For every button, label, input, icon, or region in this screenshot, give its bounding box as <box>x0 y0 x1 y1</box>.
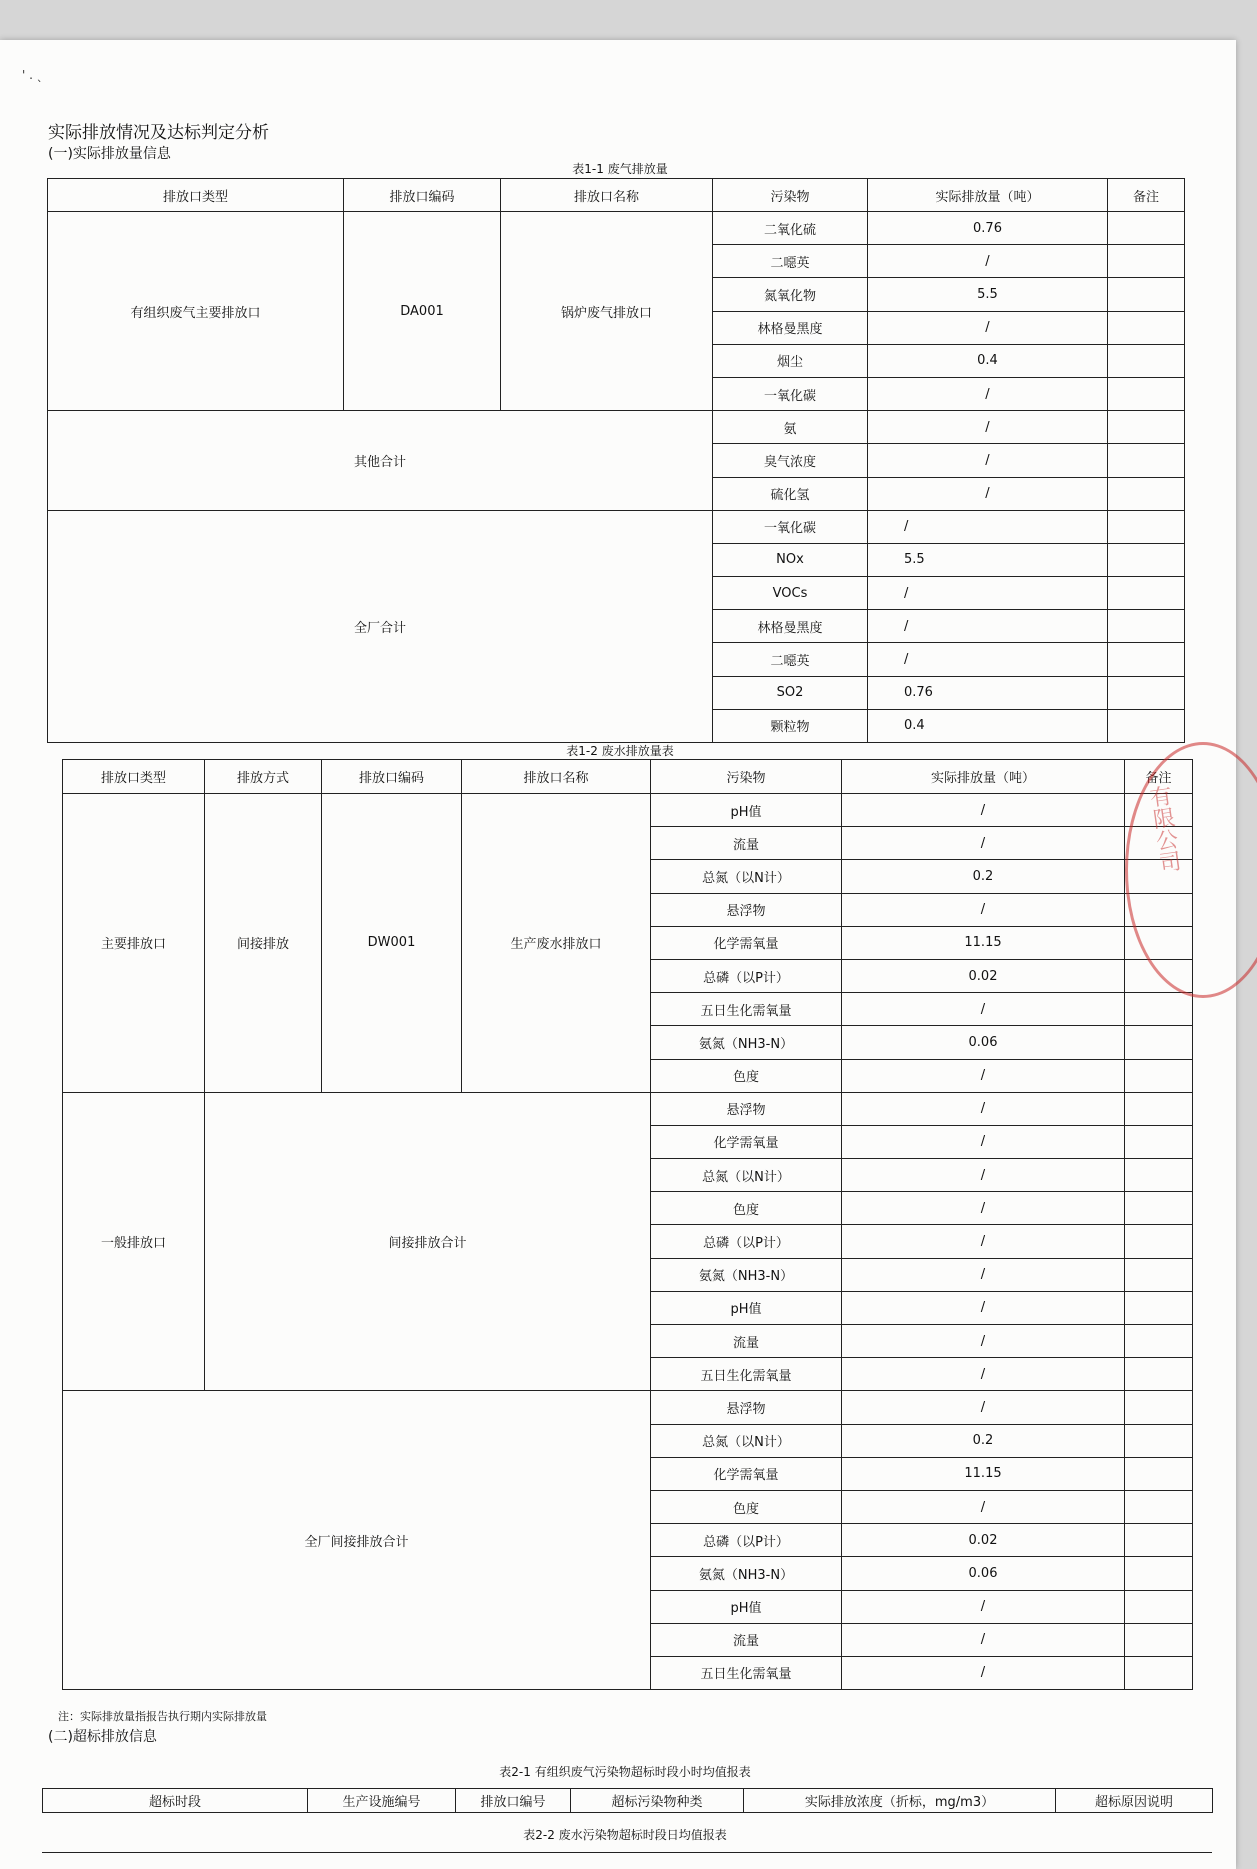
pollutant-cell: 烟尘 <box>713 344 868 377</box>
table2-caption: 表1-2 废水排放量表 <box>566 744 674 758</box>
remark-cell <box>1125 1358 1193 1391</box>
pollutant-cell: 总磷（以P计） <box>651 1524 842 1557</box>
pollutant-cell: 化学需氧量 <box>651 1457 842 1490</box>
gas-exceed-table <box>42 1788 1213 1813</box>
emission-value-cell: / <box>842 1590 1125 1623</box>
column-header: 生产设施编号 <box>308 1789 456 1813</box>
emission-value-cell: / <box>842 1656 1125 1689</box>
emission-value-cell: / <box>842 1391 1125 1424</box>
remark-cell <box>1125 1159 1193 1192</box>
emission-value-cell: 0.06 <box>842 1026 1125 1059</box>
remark-cell <box>1125 993 1193 1026</box>
pollutant-cell: 五日生化需氧量 <box>651 1656 842 1689</box>
pollutant-cell: 化学需氧量 <box>651 926 842 959</box>
emission-value-cell: / <box>842 1092 1125 1125</box>
emission-value-cell: / <box>868 643 1108 676</box>
remark-cell <box>1125 827 1193 860</box>
remark-cell <box>1125 1391 1193 1424</box>
remark-cell <box>1108 709 1185 742</box>
column-header: 排放口编码 <box>344 179 501 212</box>
table3-caption: 表2-1 有组织废气污染物超标时段小时均值报表 <box>499 1765 751 1779</box>
pollutant-cell: 悬浮物 <box>651 1092 842 1125</box>
emission-value-cell: 0.02 <box>842 1524 1125 1557</box>
emission-value-cell: / <box>842 1059 1125 1092</box>
group-label: 生产废水排放口 <box>462 794 651 1093</box>
pollutant-cell: 色度 <box>651 1059 842 1092</box>
pollutant-cell: 一氧化碳 <box>713 510 868 543</box>
emission-value-cell: / <box>842 1490 1125 1523</box>
remark-cell <box>1125 893 1193 926</box>
emission-value-cell: / <box>868 510 1108 543</box>
table4-top-border <box>42 1852 1212 1853</box>
pollutant-cell: 二噁英 <box>713 643 868 676</box>
emission-value-cell: / <box>842 794 1125 827</box>
emission-value-cell: 0.02 <box>842 959 1125 992</box>
emission-value-cell: / <box>868 377 1108 410</box>
pollutant-cell: NOx <box>713 543 868 576</box>
column-header: 超标原因说明 <box>1056 1789 1213 1813</box>
remark-cell <box>1125 959 1193 992</box>
emission-value-cell: / <box>842 993 1125 1026</box>
emission-value-cell: / <box>868 245 1108 278</box>
column-header: 排放口编码 <box>322 760 462 794</box>
table1-caption: 表1-1 废气排放量 <box>572 162 668 176</box>
emission-value-cell: 0.4 <box>868 709 1108 742</box>
pollutant-cell: 流量 <box>651 1325 842 1358</box>
emission-value-cell: / <box>842 893 1125 926</box>
remark-cell <box>1125 1424 1193 1457</box>
remark-cell <box>1125 1623 1193 1656</box>
pollutant-cell: 氮氧化物 <box>713 278 868 311</box>
remark-cell <box>1125 1557 1193 1590</box>
remark-cell <box>1108 411 1185 444</box>
pollutant-cell: 氨 <box>713 411 868 444</box>
emission-value-cell: 5.5 <box>868 278 1108 311</box>
emission-value-cell: / <box>868 444 1108 477</box>
pollutant-cell: 氨氮（NH3-N） <box>651 1258 842 1291</box>
table-row <box>48 510 1185 543</box>
column-header: 超标污染物种类 <box>571 1789 744 1813</box>
pollutant-cell: 总氮（以N计） <box>651 1424 842 1457</box>
column-header: 排放口名称 <box>462 760 651 794</box>
column-header: 污染物 <box>651 760 842 794</box>
remark-cell <box>1125 1059 1193 1092</box>
emission-value-cell: / <box>842 1159 1125 1192</box>
pollutant-cell: pH值 <box>651 1590 842 1623</box>
remark-cell <box>1125 1125 1193 1158</box>
emission-value-cell: / <box>842 1192 1125 1225</box>
remark-cell <box>1125 794 1193 827</box>
emission-value-cell: / <box>842 1325 1125 1358</box>
remark-cell <box>1108 610 1185 643</box>
emission-value-cell: / <box>868 610 1108 643</box>
remark-cell <box>1125 860 1193 893</box>
pollutant-cell: pH值 <box>651 794 842 827</box>
remark-cell <box>1125 926 1193 959</box>
emission-value-cell: / <box>842 1291 1125 1324</box>
group-label: 锅炉废气排放口 <box>501 212 713 411</box>
column-header: 排放口编号 <box>456 1789 571 1813</box>
remark-cell <box>1108 577 1185 610</box>
remark-cell <box>1108 311 1185 344</box>
pollutant-cell: 化学需氧量 <box>651 1125 842 1158</box>
column-header: 排放方式 <box>205 760 322 794</box>
section-heading-2: (二)超标排放信息 <box>48 1729 157 1745</box>
emission-value-cell: 11.15 <box>842 1457 1125 1490</box>
group-label: 其他合计 <box>48 411 713 511</box>
company-seal: 有限公司 <box>1125 742 1257 998</box>
emission-value-cell: / <box>868 577 1108 610</box>
pollutant-cell: 流量 <box>651 1623 842 1656</box>
remark-cell <box>1125 1524 1193 1557</box>
column-header: 备注 <box>1125 760 1193 794</box>
remark-cell <box>1108 344 1185 377</box>
page-title: 实际排放情况及达标判定分析 <box>48 123 269 143</box>
remark-cell <box>1108 543 1185 576</box>
remark-cell <box>1108 510 1185 543</box>
remark-cell <box>1108 245 1185 278</box>
table-header-row <box>63 760 1193 794</box>
remark-cell <box>1108 278 1185 311</box>
pollutant-cell: 氨氮（NH3-N） <box>651 1557 842 1590</box>
emission-value-cell: 0.76 <box>868 212 1108 245</box>
column-header: 污染物 <box>713 179 868 212</box>
pollutant-cell: 林格曼黑度 <box>713 610 868 643</box>
pollutant-cell: 硫化氢 <box>713 477 868 510</box>
pollutant-cell: 流量 <box>651 827 842 860</box>
table-row <box>48 411 1185 444</box>
group-label: 间接排放合计 <box>205 1092 651 1391</box>
remark-cell <box>1108 643 1185 676</box>
pollutant-cell: 臭气浓度 <box>713 444 868 477</box>
pollutant-cell: 一氧化碳 <box>713 377 868 410</box>
emission-value-cell: 0.06 <box>842 1557 1125 1590</box>
remark-cell <box>1125 1291 1193 1324</box>
column-header: 实际排放量（吨） <box>842 760 1125 794</box>
remark-cell <box>1125 1325 1193 1358</box>
remark-cell <box>1125 1225 1193 1258</box>
emission-value-cell: / <box>842 1258 1125 1291</box>
pollutant-cell: 五日生化需氧量 <box>651 1358 842 1391</box>
pollutant-cell: 色度 <box>651 1192 842 1225</box>
pollutant-cell: VOCs <box>713 577 868 610</box>
pollutant-cell: 总氮（以N计） <box>651 1159 842 1192</box>
pollutant-cell: 悬浮物 <box>651 1391 842 1424</box>
column-header: 备注 <box>1108 179 1185 212</box>
pollutant-cell: 二噁英 <box>713 245 868 278</box>
emission-value-cell: 0.2 <box>842 860 1125 893</box>
scan-mark: ' . ˎ <box>22 68 43 82</box>
remark-cell <box>1125 1656 1193 1689</box>
pollutant-cell: 色度 <box>651 1490 842 1523</box>
pollutant-cell: 总磷（以P计） <box>651 959 842 992</box>
group-label: 主要排放口 <box>63 794 205 1093</box>
column-header: 实际排放浓度（折标，mg/m3） <box>744 1789 1056 1813</box>
pollutant-cell: 五日生化需氧量 <box>651 993 842 1026</box>
column-header: 实际排放量（吨） <box>868 179 1108 212</box>
emission-value-cell: / <box>868 477 1108 510</box>
group-label: DA001 <box>344 212 501 411</box>
remark-cell <box>1108 377 1185 410</box>
pollutant-cell: 总磷（以P计） <box>651 1225 842 1258</box>
group-label: 全厂合计 <box>48 510 713 742</box>
table-header-row <box>43 1789 1213 1813</box>
remark-cell <box>1125 1026 1193 1059</box>
pollutant-cell: 林格曼黑度 <box>713 311 868 344</box>
emission-value-cell: / <box>842 827 1125 860</box>
column-header: 超标时段 <box>43 1789 308 1813</box>
pollutant-cell: 总氮（以N计） <box>651 860 842 893</box>
remark-cell <box>1108 444 1185 477</box>
remark-cell <box>1125 1490 1193 1523</box>
table-note: 注：实际排放量指报告执行期内实际排放量 <box>58 1710 267 1723</box>
remark-cell <box>1125 1192 1193 1225</box>
column-header: 排放口类型 <box>48 179 344 212</box>
emission-value-cell: 11.15 <box>842 926 1125 959</box>
remark-cell <box>1108 676 1185 709</box>
group-label: 有组织废气主要排放口 <box>48 212 344 411</box>
group-label: DW001 <box>322 794 462 1093</box>
waste-water-table <box>62 759 1193 1690</box>
table-row <box>63 1092 1193 1125</box>
emission-value-cell: / <box>868 311 1108 344</box>
remark-cell <box>1108 477 1185 510</box>
pollutant-cell: 颗粒物 <box>713 709 868 742</box>
remark-cell <box>1125 1590 1193 1623</box>
pollutant-cell: pH值 <box>651 1291 842 1324</box>
column-header: 排放口类型 <box>63 760 205 794</box>
emission-value-cell: / <box>842 1125 1125 1158</box>
pollutant-cell: 二氧化硫 <box>713 212 868 245</box>
emission-value-cell: 0.76 <box>868 676 1108 709</box>
group-label: 一般排放口 <box>63 1092 205 1391</box>
remark-cell <box>1108 212 1185 245</box>
table-row <box>48 212 1185 245</box>
emission-value-cell: / <box>868 411 1108 444</box>
pollutant-cell: 悬浮物 <box>651 893 842 926</box>
remark-cell <box>1125 1457 1193 1490</box>
emission-value-cell: / <box>842 1358 1125 1391</box>
table-header-row <box>48 179 1185 212</box>
emission-value-cell: / <box>842 1225 1125 1258</box>
remark-cell <box>1125 1092 1193 1125</box>
waste-gas-table <box>47 178 1185 743</box>
table4-caption: 表2-2 废水污染物超标时段日均值报表 <box>523 1828 727 1842</box>
table-row <box>63 794 1193 827</box>
emission-value-cell: 0.4 <box>868 344 1108 377</box>
pollutant-cell: SO2 <box>713 676 868 709</box>
column-header: 排放口名称 <box>501 179 713 212</box>
pollutant-cell: 氨氮（NH3-N） <box>651 1026 842 1059</box>
emission-value-cell: 0.2 <box>842 1424 1125 1457</box>
remark-cell <box>1125 1258 1193 1291</box>
section-heading-1: (一)实际排放量信息 <box>48 146 171 162</box>
emission-value-cell: 5.5 <box>868 543 1108 576</box>
group-label: 间接排放 <box>205 794 322 1093</box>
emission-value-cell: / <box>842 1623 1125 1656</box>
table-row <box>63 1391 1193 1424</box>
group-label: 全厂间接排放合计 <box>63 1391 651 1690</box>
